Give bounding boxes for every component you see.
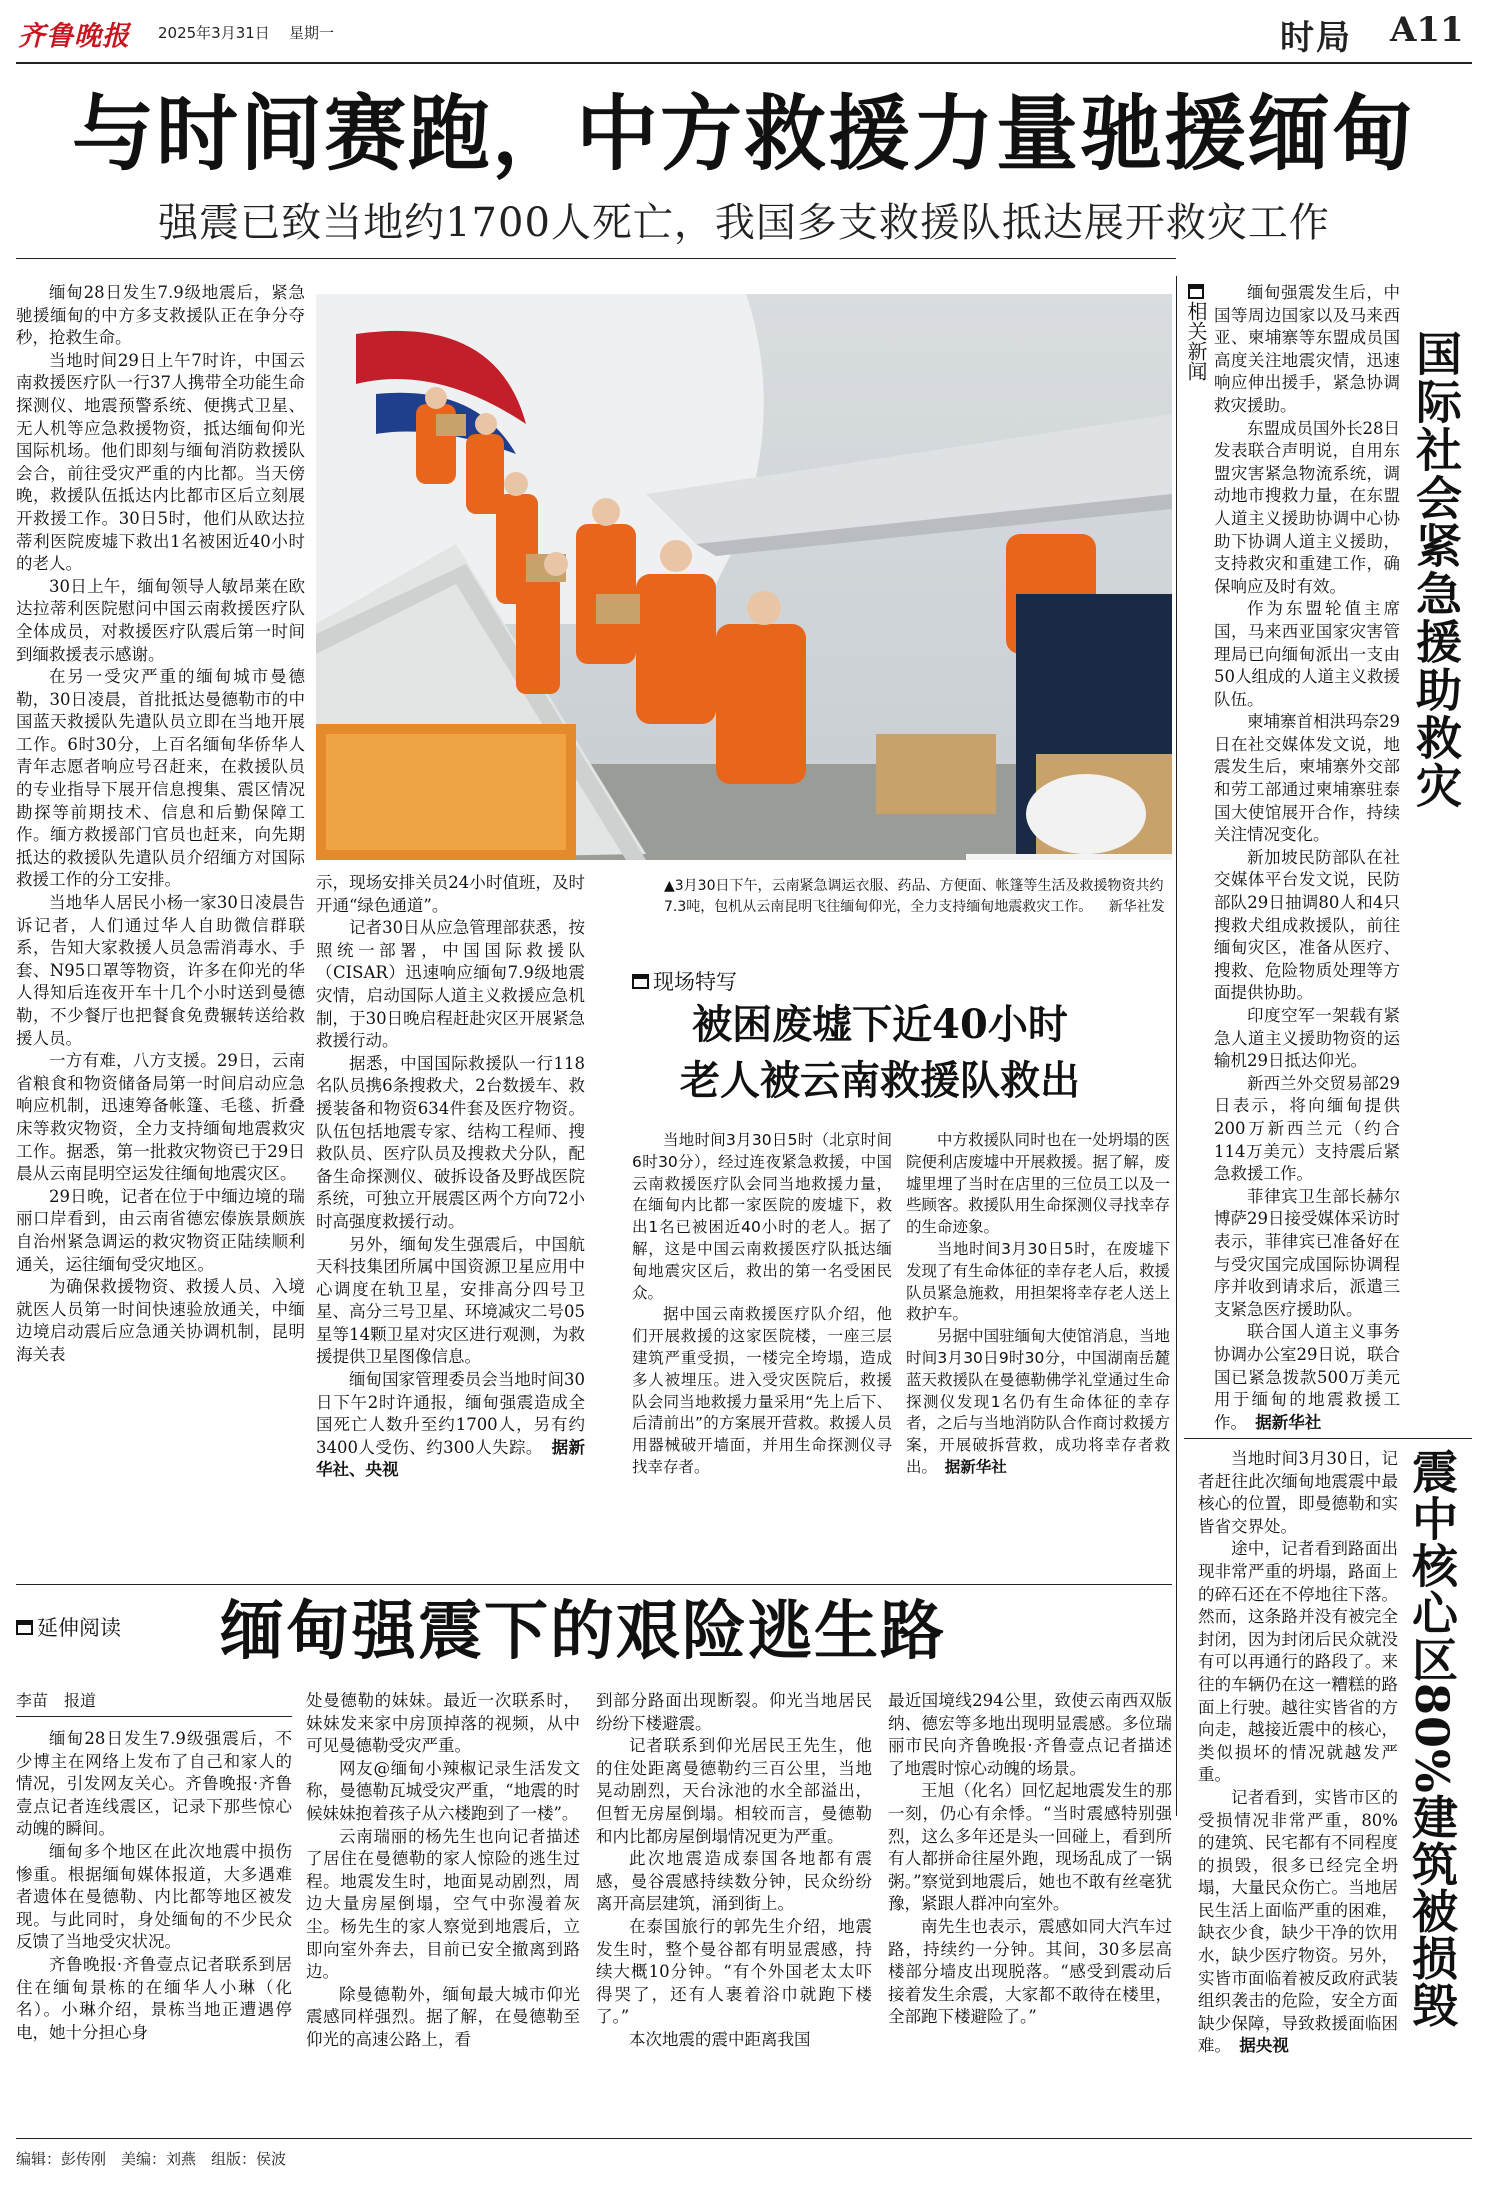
paragraph: 当地时间3月30日5时，在废墟下发现了有生命体征的幸存老人后，救援队员紧急施救，用担架将幸存老人送上救护车。: [906, 1239, 1170, 1324]
scene-report-title-1: 被困废墟下近40小时: [692, 1001, 1068, 1048]
paragraph: 缅甸28日发生7.9级地震后，紧急驰援缅甸的中方多支救援队正在争分夺秒，抢救生命。: [16, 283, 305, 348]
related-news-body: [1214, 282, 1400, 1432]
tag-box-icon: [1188, 284, 1204, 299]
related-news-title: 国际社会紧急援助救灾: [1409, 330, 1463, 810]
source-credit: 据新华社: [1255, 1412, 1322, 1432]
headline-rule: [16, 258, 1176, 259]
newspaper-logo: 齐鲁晚报: [18, 21, 130, 52]
paragraph: 王旭（化名）回忆起地震发生的那一刻，仍心有余悸。“当时震感特别强烈，这么多年还是头一回碰上，看到所有人都拼命往屋外跑，现场乱成了一锅粥。”察觉到地震后，她也不敢有丝毫犹豫，紧跟人群冲向室外。: [888, 1781, 1172, 1914]
lead-article-column-1: [16, 282, 305, 1512]
paragraph: 另外，缅甸发生强震后，中国航天科技集团所属中国资源卫星应用中心调度在轨卫星，安排高分四号卫星、高分三号卫星、环境减灾二号05星等14颗卫星对灾区进行观测，为救援提供卫星图像信息。: [316, 1234, 585, 1367]
source-credit: 据新华社、央视: [316, 1437, 585, 1480]
scene-report-tag: [632, 966, 737, 996]
paragraph: 最近国境线294公里，致使云南西双版纳、德宏等多地出现明显震感。多位瑞丽市民向齐鲁晚报·齐鲁壹点记者描述了地震时惊心动魄的场景。: [888, 1691, 1172, 1778]
paragraph: 缅甸多个地区在此次地震中损伤惨重。根据缅甸媒体报道，大多遇难者遗体在曼德勒、内比都等地区被发现。与此同时，身处缅甸的不少民众反馈了当地受灾状况。: [16, 1841, 292, 1952]
paragraph: [1198, 1787, 1398, 2058]
paragraph: 印度空军一架载有紧急人道主义援助物资的运输机29日抵达仰光。: [1214, 1006, 1400, 1071]
byline: 李苗 报道: [16, 1691, 97, 1710]
paragraph: 据悉，中国国际救援队一行118名队员携6条搜救犬，2台数援车、救援装备和物资634件套及医疗物资。队伍包括地震专家、结构工程师、搜救队员、医疗队员及搜救犬分队，配备生命探测仪、破拆设备及野战医院系统，可独立开展震区两个方向72小时高强度救援行动。: [316, 1053, 585, 1231]
extended-column-2: [306, 1690, 580, 2130]
main-subheadline: 强震已致当地约1700人死亡，我国多支救援队抵达展开救灾工作: [158, 200, 1330, 246]
paragraph: 30日上午，缅甸领导人敏昂莱在欧达拉蒂利医院慰问中国云南救援医疗队全体成员，对救援医疗队震后第一时间到缅救援表示感谢。: [16, 576, 305, 664]
paragraph: 示，现场安排关员24小时值班，及时开通“绿色通道”。: [316, 873, 585, 915]
paragraph: 据中国云南救援医疗队介绍，他们开展救援的这家医院楼，一座三层建筑严重受损，一楼完全垮塌，造成多人被埋压。进入受灾医院后，救援队会同当地救援力量采用“先上后下、后清前出”的方案展开营救。救援人员用器械破开墙面，并用生命探测仪寻找幸存者。: [632, 1305, 892, 1476]
source-credit: 据央视: [1239, 2036, 1289, 2056]
paragraph: 齐鲁晚报·齐鲁壹点记者联系到居住在缅甸景栋的在缅华人小琳（化名）。小琳介绍，景栋当地正遭遇停电，她十分担心身: [16, 1954, 292, 2042]
photo-credit: 新华社发: [1108, 899, 1165, 915]
tag-box-icon: [632, 974, 649, 989]
tag-label: 延伸阅读: [37, 1616, 121, 1640]
core-zone-title: 震中核心区80%建筑被损毁: [1405, 1448, 1459, 2029]
paragraph: 南先生也表示，震感如同大汽车过路，持续约一分钟。其间，30多层高楼部分墙皮出现脱落。“感受到震动后接着发生余震，大家都不敢待在楼里，全部跑下楼避险了。”: [888, 1916, 1172, 2027]
paragraph: 在另一受灾严重的缅甸城市曼德勒，30日凌晨，首批抵达曼德勒市的中国蓝天救援队先遣队员立即在当地开展工作。6时30分，上百名缅甸华侨华人青年志愿者响应号召赶来，在救援队员的专业指导下展开信息搜集、震区情况勘探等前期技术、信息和后勤保障工作。缅方救援部门官员也赶来，向先期抵达的救援队先遣队员介绍缅方对国际救援工作的分工安排。: [16, 667, 305, 890]
paragraph: 为确保救援物资、救援人员、入境就医人员第一时间快速验放通关，中缅边境启动震后应急通关协调机制，昆明海关表: [16, 1277, 305, 1364]
footer-editors: 编辑：彭传刚 美编：刘燕 组版：侯波: [16, 2150, 287, 2168]
paragraph: 途中，记者看到路面出现非常严重的坍塌，路面上的碎石还在不停地往下落。然而，这条路并没有被完全封闭，因为封闭后民众就没有可以再通行的路段了。来往的车辆仍在这一糟糕的路面上行驶。越往实皆省的方向走，越接近震中的核心，类似损坏的情况就越发严重。: [1198, 1539, 1398, 1785]
paragraph: 中方救援队同时也在一处坍塌的医院便利店废墟中开展救援。据了解，废墟里埋了当时在店里的三位员工以及一些顾客。救援队用生命探测仪寻找幸存的生命迹象。: [906, 1131, 1170, 1237]
paragraph: 当地时间29日上午7时许，中国云南救援医疗队一行37人携带全功能生命探测仪、地震预警系统、便携式卫星、无人机等应急救援物资，抵达缅甸仰光国际机场。他们即刻与缅甸消防救援队会合，前往受灾严重的内比都。当天傍晚，救援队伍抵达内比都市区后立刻展开救援工作。30日5时，他们从欧达拉蒂利医院废墟下救出1名被困近40小时的老人。: [16, 350, 305, 574]
tag-box-icon: [16, 1620, 33, 1635]
scene-report-title-2: 老人被云南救援队救出: [680, 1057, 1080, 1104]
news-photo: [316, 294, 1172, 860]
extended-section-rule: [16, 1584, 1172, 1585]
paragraph: 作为东盟轮值主席国，马来西亚国家灾害管理局已向缅甸派出一支由50人组成的人道主义救援队伍。: [1214, 599, 1400, 709]
scene-report-column-2: [906, 1130, 1170, 1520]
paragraph: 新加坡民防部队在社交媒体平台发文说，民防部队29日抽调80人和4只搜救犬组成救援队，前往缅甸灾区，准备从医疗、搜救、危险物质处理等方面提供协助。: [1214, 847, 1400, 1003]
paragraph-text: 联合国人道主义事务协调办公室29日说，联合国已紧急拨款500万美元用于缅甸的地震救援工作。: [1214, 1322, 1400, 1432]
paragraph: 缅甸28日发生7.9级强震后，不少博主在网络上发布了自己和家人的情况，引发网友关心。齐鲁晚报·齐鲁壹点记者连线震区，记录下那些惊心动魄的瞬间。: [16, 1729, 292, 1839]
paragraph: 柬埔寨首相洪玛奈29日在社交媒体发文说，地震发生后，柬埔寨外交部和劳工部通过柬埔寨驻泰国大使馆展开合作，持续关注情况变化。: [1214, 712, 1400, 845]
paragraph: 记者联系到仰光居民王先生，他的住处距离曼德勒约三百公里，当地晃动剧烈，天台泳池的水全部溢出，但暂无房屋倒塌。相较而言，曼德勒和内比都房屋倒塌情况更为严重。: [596, 1736, 872, 1846]
paragraph: 菲律宾卫生部长赫尔博萨29日接受媒体采访时表示，菲律宾已准备好在与受灾国完成国际协调程序并收到请求后，派遣三支紧急医疗援助队。: [1214, 1186, 1400, 1319]
extended-column-1: [16, 1728, 292, 2128]
right-column-divider: [1176, 276, 1177, 1816]
masthead: [0, 0, 1488, 64]
footer-rule: [16, 2138, 1472, 2139]
paragraph: 到部分路面出现断裂。仰光当地居民纷纷下楼避震。: [596, 1691, 872, 1733]
paragraph: 新西兰外交贸易部29日表示，将向缅甸提供200万新西兰元（约合114万美元）支持震后紧急救援工作。: [1214, 1073, 1400, 1184]
issue-date: 2025年3月31日: [158, 24, 270, 42]
source-credit: 据新华社: [944, 1457, 1007, 1476]
masthead-rule: [16, 62, 1472, 64]
paragraph-text: 另据中国驻缅甸大使馆消息，当地时间3月30日9时30分，中国湖南岳麓蓝天救援队在曼德勒佛学礼堂通过生命探测仪发现1名仍有生命体征的幸存者，之后与当地消防队合作商讨救援方案，开展破拆营救，成功将幸存者救出。: [906, 1327, 1170, 1476]
page-number: A11: [1390, 10, 1464, 50]
photo-caption: [664, 876, 1170, 918]
extended-reading-title: 缅甸强震下的艰险逃生路: [220, 1594, 946, 1669]
paragraph: 一方有难，八方支援。29日，云南省粮食和物资储备局第一时间启动应急响应机制，迅速筹备帐篷、毛毯、折叠床等救灾物资，全力支持缅甸地震救灾工作。据悉，第一批救灾物资已于29日晨从云南昆明空运发往缅甸地震灾区。: [16, 1051, 305, 1184]
paragraph: [1214, 1321, 1400, 1432]
paragraph: 此次地震造成泰国各地都有震感，曼谷震感持续数分钟，民众纷纷离开高层建筑，涌到街上。: [596, 1849, 872, 1914]
paragraph: 在泰国旅行的郭先生介绍，地震发生时，整个曼谷都有明显震感，持续大概10分钟。“有个外国老太太吓得哭了，还有人裹着浴巾就跑下楼了。”: [596, 1916, 872, 2027]
caption-text: ▲3月30日下午，云南紧急调运衣服、药品、方便面、帐篷等生活及救援物资共约7.3吨，包机从云南昆明飞往缅甸仰光，全力支持缅甸地震救灾工作。: [664, 878, 1164, 915]
main-headline: 与时间赛跑，中方救援力量驰援缅甸: [71, 86, 1416, 182]
byline-rule: [16, 1716, 292, 1717]
paragraph: 当地时间3月30日，记者赶往此次缅甸地震震中最核心的位置，即曼德勒和实皆省交界处。: [1198, 1449, 1398, 1536]
issue-weekday: 星期一: [289, 24, 335, 42]
right-section-rule: [1184, 1438, 1472, 1439]
paragraph: 本次地震的震中距离我国: [629, 2029, 811, 2049]
paragraph: [906, 1326, 1170, 1479]
paragraph: 当地时间3月30日5时（北京时间6时30分），经过连夜紧急救援，中国云南救援医疗队会同当地救援力量，在缅甸内比都一家医院的废墟下，救出1名已被困近40小时的老人。据了解，这是中国云南救援医疗队抵达缅甸地震灾区后，救出的第一名受困民众。: [632, 1131, 892, 1302]
paragraph: 记者30日从应急管理部获悉，按照统一部署，中国国际救援队（CISAR）迅速响应缅甸7.9级地震灾情，启动国际人道主义救援应急机制，于30日晚启程赶赴灾区开展紧急救援行动。: [316, 918, 585, 1051]
section-name: 时局: [1280, 18, 1352, 58]
paragraph: 处曼德勒的妹妹。最近一次联系时，妹妹发来家中房顶掉落的视频，从中可见曼德勒受灾严重。: [306, 1691, 580, 1756]
scene-report-column-1: [632, 1130, 892, 1520]
paragraph-text: 缅甸国家管理委员会当地时间30日下午2时许通报，缅甸强震造成全国死亡人数升至约1700人，另有约3400人受伤、约300人失踪。: [316, 1370, 585, 1457]
extended-column-3: [596, 1690, 872, 2130]
photo-illustration: [316, 294, 1172, 860]
core-zone-body: [1198, 1448, 1398, 2128]
tag-label: 现场特写: [653, 970, 737, 994]
paragraph: 当地华人居民小杨一家30日凌晨告诉记者，人们通过华人自助微信群联系，告知大家救援人员急需消毒水、手套、N95口罩等物资，许多在仰光的华人得知后连夜开车十几个小时送到曼德勒，不少餐厅也把餐食免费辗转送给救援人员。: [16, 893, 305, 1048]
paragraph: 网友@缅甸小辣椒记录生活发文称，曼德勒瓦城受灾严重，“地震的时候妹妹抱着孩子从六楼跑到了一楼”。: [306, 1758, 580, 1823]
paragraph: 云南瑞丽的杨先生也向记者描述了居住在曼德勒的家人惊险的逃生过程。地震发生时，地面晃动剧烈，周边大量房屋倒塌，空气中弥漫着灰尘。杨先生的家人察觉到地震后，立即向室外奔去，目前已安全撤离到路边。: [306, 1826, 580, 1982]
paragraph: 29日晚，记者在位于中缅边境的瑞丽口岸看到，由云南省德宏傣族景颇族自治州紧急调运的救灾物资正陆续顺利通关，运往缅甸受灾地区。: [16, 1186, 305, 1274]
tag-label: 相关新闻: [1184, 301, 1208, 381]
paragraph: [316, 1369, 585, 1482]
paragraph: 缅甸强震发生后，中国等周边国家以及马来西亚、柬埔寨等东盟成员国高度关注地震灾情，迅速响应伸出援手，紧急协调救灾援助。: [1214, 283, 1400, 415]
paragraph-text: 记者看到，实皆市区的受损情况非常严重，80%的建筑、民宅都有不同程度的损毁，很多已经完全坍塌，大量民众伤亡。当地居民生活上面临严重的困难，缺衣少食，缺少干净的饮用水，缺少医疗物资。另外，实皆市面临着被反政府武装组织袭击的危险，安全方面缺少保障，导致救援面临困难。: [1198, 1787, 1398, 2056]
paragraph: 除曼德勒外，缅甸最大城市仰光震感同样强烈。据了解，在曼德勒至仰光的高速公路上，看: [306, 1984, 580, 2049]
lead-article-column-2: [316, 872, 585, 1512]
extended-reading-tag: [16, 1612, 121, 1642]
extended-column-4: [888, 1690, 1172, 2130]
paragraph: 东盟成员国外长28日发表联合声明说，自用东盟灾害紧急物流系统，调动地市搜救力量，在东盟人道主义援助协调中心协助下协调人道主义援助，支持救灾和重建工作，确保响应及时有效。: [1214, 418, 1400, 596]
related-news-tag: [1184, 284, 1208, 381]
